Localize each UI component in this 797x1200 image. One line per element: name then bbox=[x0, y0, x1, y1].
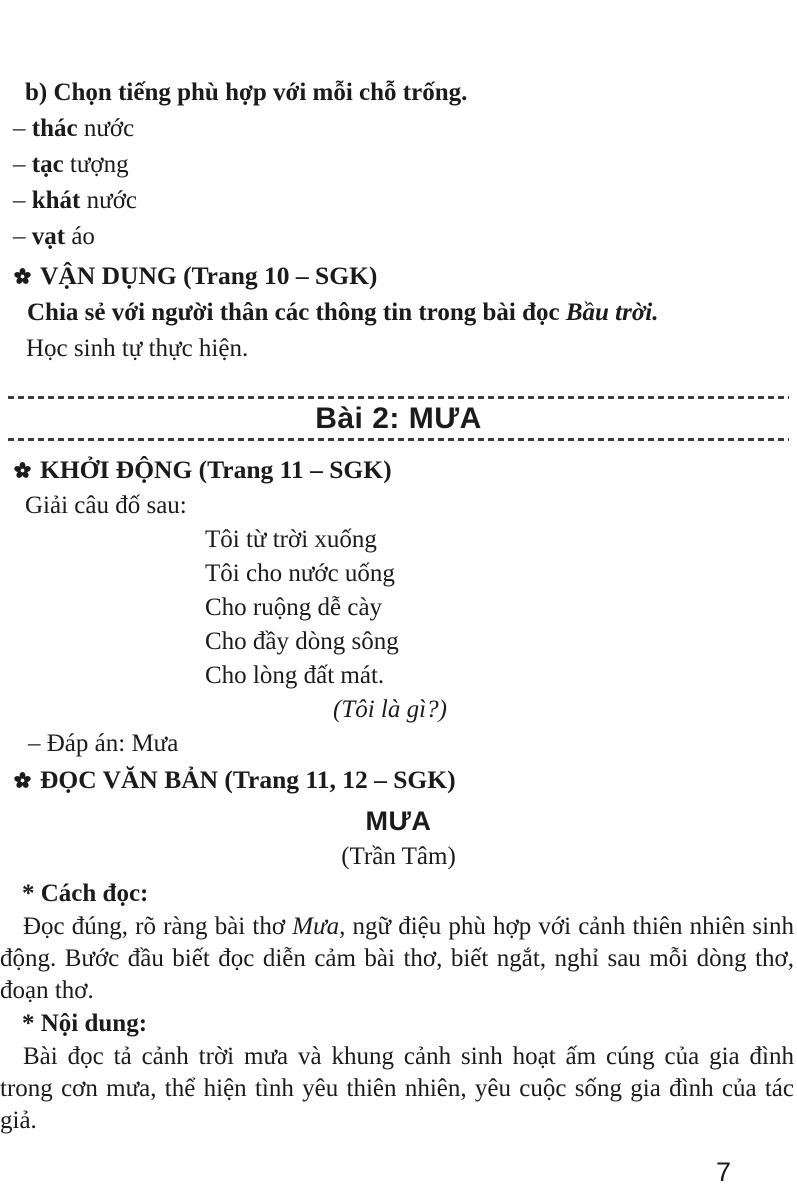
riddle-poem bbox=[205, 523, 399, 693]
section-khoi-dong bbox=[14, 455, 392, 486]
van-dung-answer: Học sinh tự thực hiện. bbox=[26, 335, 249, 362]
dash-prefix: – bbox=[13, 187, 32, 214]
paragraph-text: ngữ điệu phù hợp với cảnh thiên nhiên sinh động. Bước đầu biết đọc diễn cảm bài thơ, biết ngắt, nghỉ sau mỗi dòng thơ, đoạn thơ. bbox=[0, 913, 795, 1004]
dash-prefix: – bbox=[13, 223, 32, 250]
section-doc-van-ban bbox=[14, 765, 456, 796]
section-heading-text: ĐỌC VĂN BẢN (Trang 11, 12 – SGK) bbox=[40, 765, 456, 794]
task-title-italic: Bầu trời. bbox=[565, 299, 659, 326]
pair-word: thác bbox=[31, 115, 78, 142]
section-van-dung bbox=[14, 261, 377, 292]
pair-rest: tượng bbox=[63, 151, 129, 178]
noi-dung-paragraph: Bài đọc tả cảnh trời mưa và khung cảnh sinh hoạt ấm cúng của gia đình trong cơn mưa, thể hiện tình yêu thiên nhiên, yêu cuộc sống gia đình của tác giả. bbox=[0, 1043, 794, 1134]
task-text: Chia sẻ với người thân các thông tin trong bài đọc bbox=[27, 299, 566, 326]
cach-doc-paragraph bbox=[0, 911, 794, 1007]
section-heading-text: KHỞI ĐỘNG (Trang 11 – SGK) bbox=[40, 455, 392, 484]
poem-author: (Trần Tâm) bbox=[341, 843, 456, 870]
word-pair-item bbox=[13, 186, 137, 216]
poem-line: Cho đầy dòng sông bbox=[205, 628, 399, 655]
paragraph-text: Đọc đúng, rõ ràng bài thơ bbox=[23, 913, 293, 940]
page-number: 7 bbox=[716, 1157, 732, 1187]
van-dung-task bbox=[27, 298, 658, 328]
word-pair-item bbox=[13, 114, 134, 144]
section-heading-text: VẬN DỤNG (Trang 10 – SGK) bbox=[40, 261, 378, 290]
flower-bullet-icon bbox=[14, 772, 31, 789]
flower-bullet-icon bbox=[14, 268, 31, 285]
poem-line: Cho ruộng dễ cày bbox=[205, 594, 383, 621]
cach-doc-label: * Cách đọc: bbox=[22, 880, 149, 907]
dash-prefix: – bbox=[13, 151, 32, 178]
lesson-title: Bài 2: MƯA bbox=[315, 402, 482, 435]
pair-word: vạt bbox=[31, 223, 66, 250]
pair-rest: nước bbox=[77, 115, 135, 142]
pair-rest: áo bbox=[65, 223, 95, 250]
poem-line: Tôi cho nước uống bbox=[205, 560, 395, 587]
poem-line: Cho lòng đất mát. bbox=[205, 662, 385, 689]
poem-title-italic: Mưa, bbox=[292, 913, 346, 940]
poem-line: Tôi từ trời xuống bbox=[205, 526, 377, 553]
word-pair-item bbox=[13, 222, 95, 252]
dash-prefix: – bbox=[13, 115, 32, 142]
riddle-intro: Giải câu đố sau: bbox=[25, 492, 187, 519]
flower-bullet-icon bbox=[14, 462, 31, 479]
word-pair-item bbox=[13, 150, 129, 180]
noi-dung-label: * Nội dung: bbox=[22, 1010, 148, 1037]
pair-word: khát bbox=[31, 187, 81, 214]
riddle-question: (Tôi là gì?) bbox=[333, 696, 447, 723]
dashed-separator-top bbox=[8, 396, 789, 399]
dashed-separator-bottom bbox=[8, 438, 789, 441]
pair-word: tạc bbox=[31, 151, 64, 178]
exercise-b-heading: b) Chọn tiếng phù hợp với mỗi chỗ trống. bbox=[25, 79, 468, 106]
pair-rest: nước bbox=[80, 187, 138, 214]
poem-title: MƯA bbox=[365, 806, 432, 836]
riddle-answer: – Đáp án: Mưa bbox=[28, 730, 179, 757]
